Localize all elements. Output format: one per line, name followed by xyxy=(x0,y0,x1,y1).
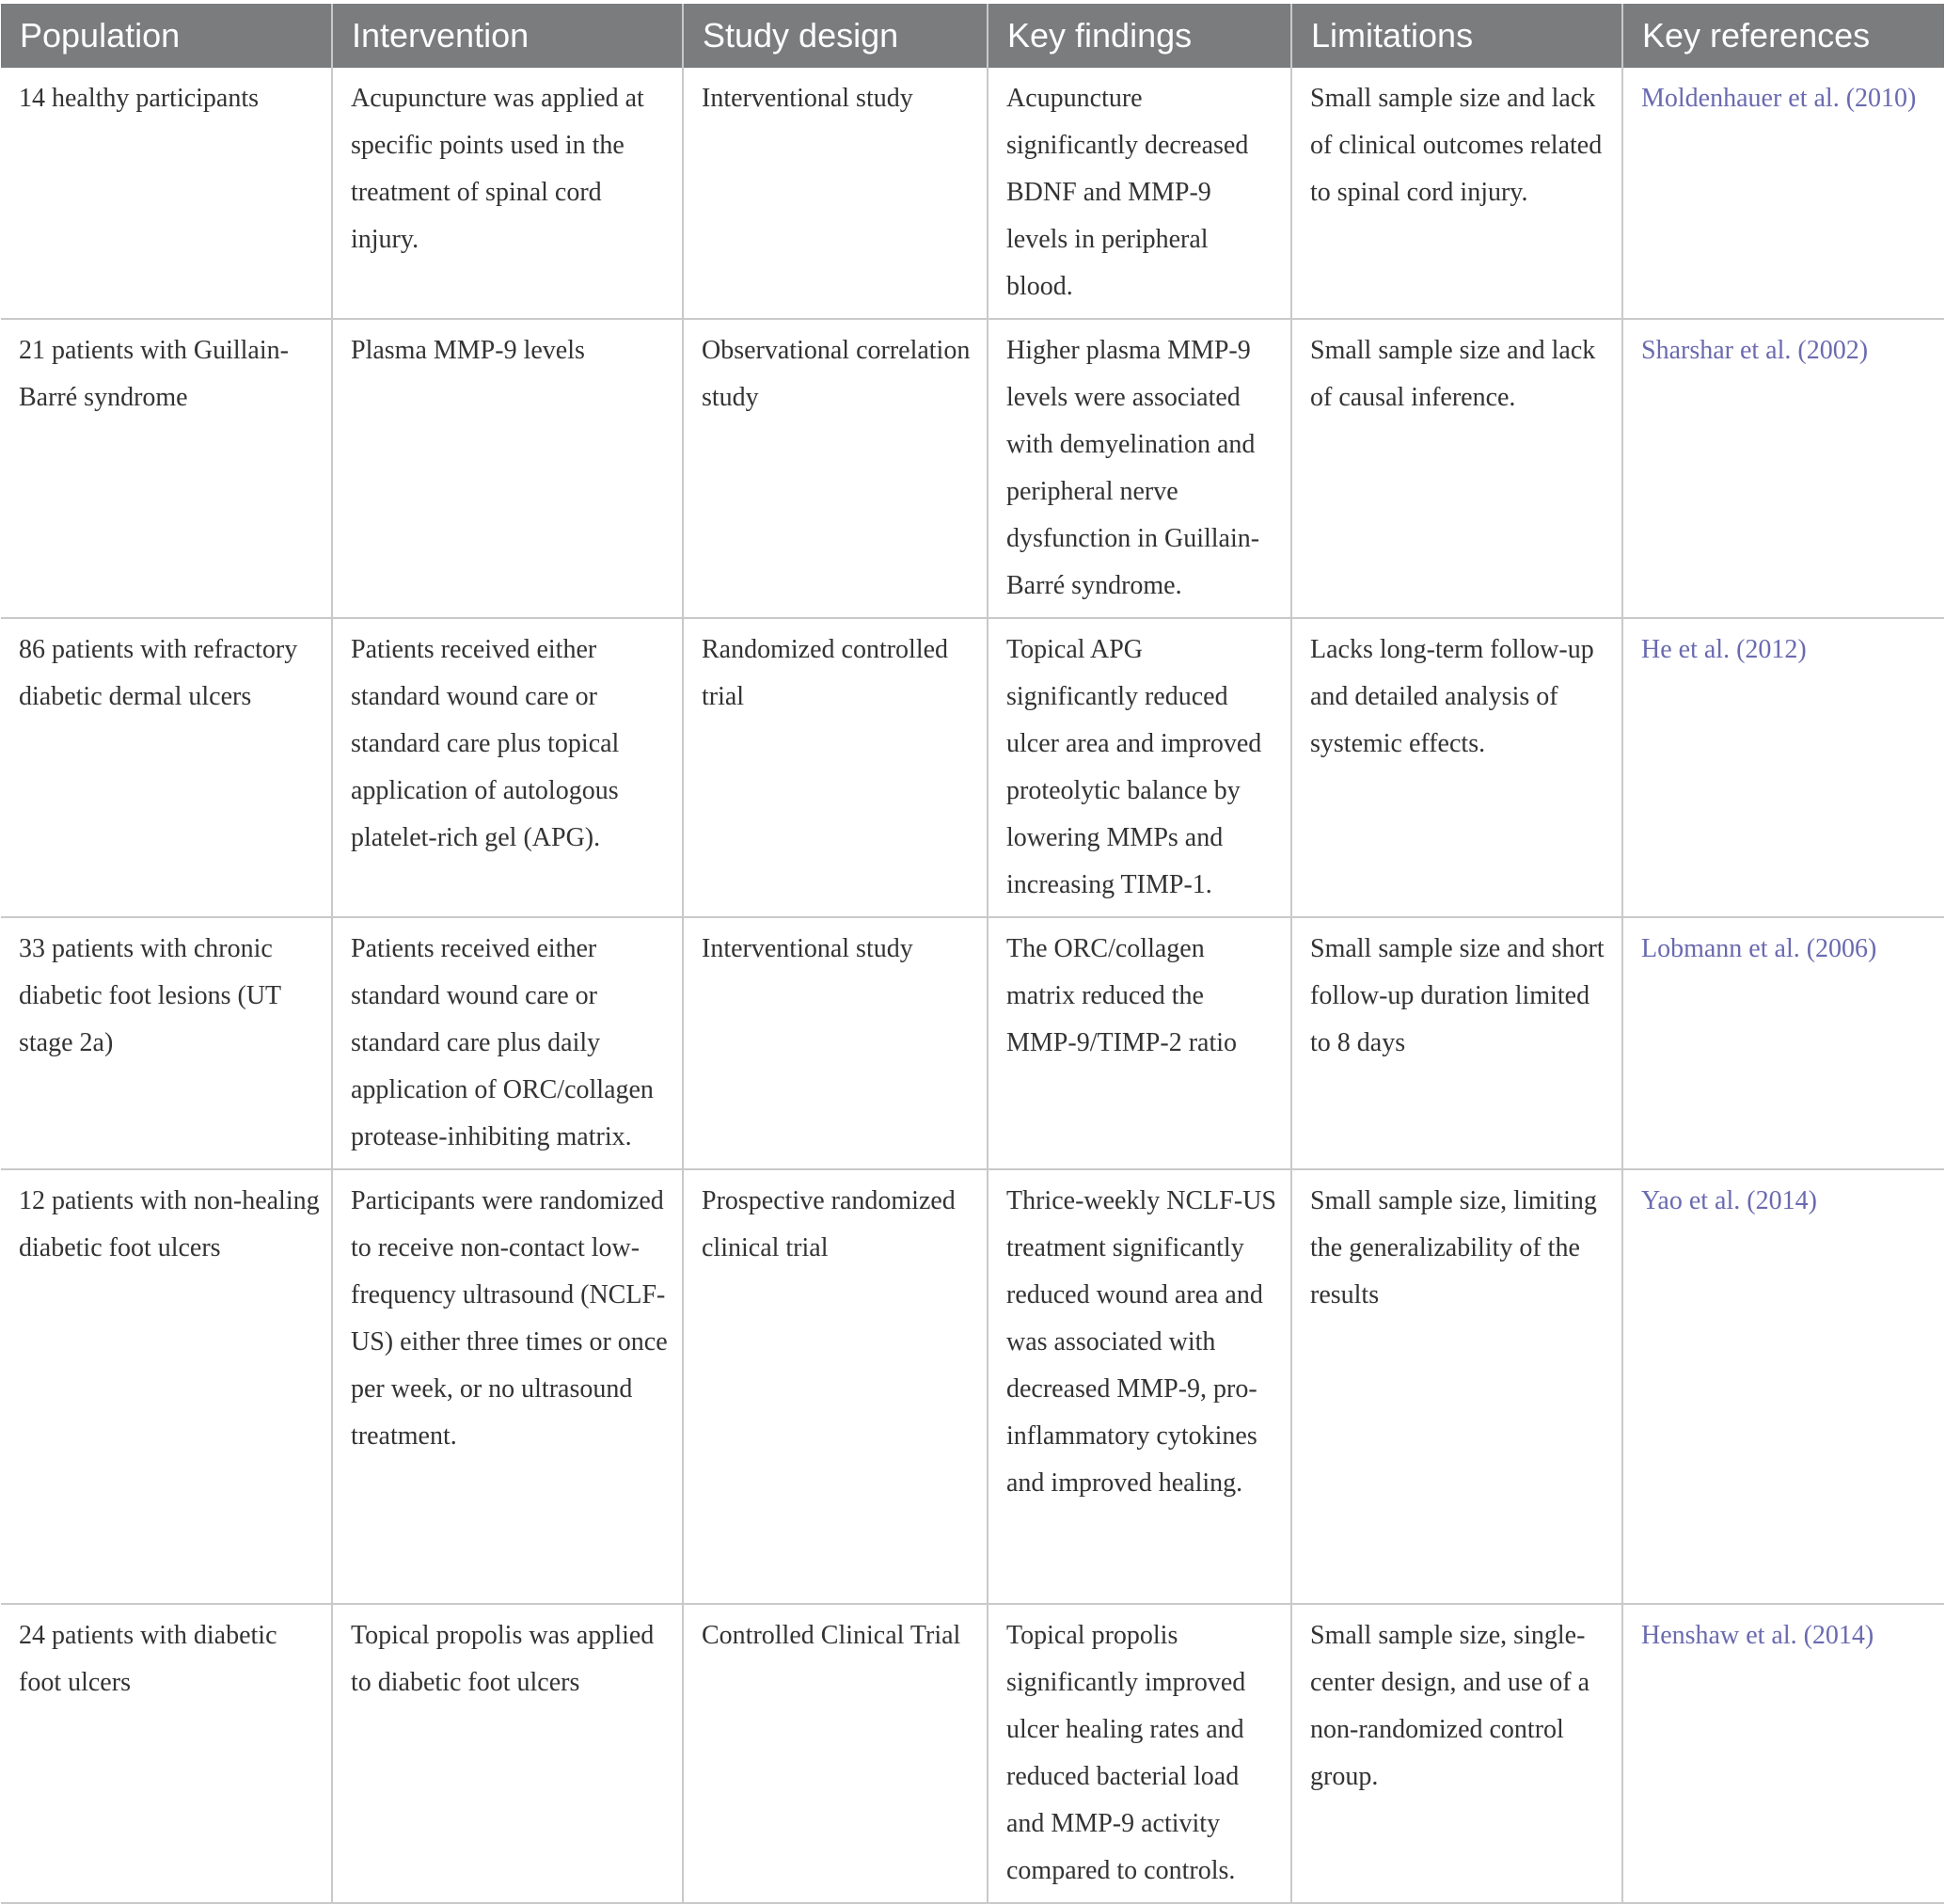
population-cell: 14 healthy participants xyxy=(1,68,332,319)
study-design-cell: Observational correlation study xyxy=(683,319,988,618)
header-intervention: Intervention xyxy=(332,4,683,68)
limitations-cell: Small sample size and lack of causal inference. xyxy=(1291,319,1622,618)
study-design-cell: Prospective randomized clinical trial xyxy=(683,1169,988,1604)
limitations-cell: Lacks long-term follow-up and detailed analysis of systemic effects. xyxy=(1291,618,1622,917)
population-cell: 21 patients with Guillain-Barré syndrome xyxy=(1,319,332,618)
reference-link[interactable]: Moldenhauer et al. (2010) xyxy=(1622,68,1944,319)
key-findings-cell: Thrice-weekly NCLF-US treatment significantly reduced wound area and was associated with decreased MMP-9, pro-inflammatory cytokines and improved healing. xyxy=(988,1169,1291,1604)
table-row xyxy=(1,1169,1944,1604)
limitations-cell: Small sample size and short follow-up duration limited to 8 days xyxy=(1291,917,1622,1169)
table-row xyxy=(1,1604,1944,1903)
table-row xyxy=(1,618,1944,917)
header-key-references: Key references xyxy=(1622,4,1944,68)
reference-link[interactable]: Yao et al. (2014) xyxy=(1622,1169,1944,1604)
key-findings-cell: Acupuncture significantly decreased BDNF and MMP-9 levels in peripheral blood. xyxy=(988,68,1291,319)
limitations-cell: Small sample size, limiting the generalizability of the results xyxy=(1291,1169,1622,1604)
table-row xyxy=(1,917,1944,1169)
study-design-cell: Interventional study xyxy=(683,917,988,1169)
intervention-cell: Acupuncture was applied at specific points used in the treatment of spinal cord injury. xyxy=(332,68,683,319)
table-row xyxy=(1,68,1944,319)
population-cell: 86 patients with refractory diabetic dermal ulcers xyxy=(1,618,332,917)
header-limitations: Limitations xyxy=(1291,4,1622,68)
key-findings-cell: The ORC/collagen matrix reduced the MMP-9/TIMP-2 ratio xyxy=(988,917,1291,1169)
header-row xyxy=(1,4,1944,68)
reference-link[interactable]: Henshaw et al. (2014) xyxy=(1622,1604,1944,1903)
population-cell: 12 patients with non-healing diabetic foot ulcers xyxy=(1,1169,332,1604)
intervention-cell: Patients received either standard wound care or standard care plus topical application of autologous platelet-rich gel (APG). xyxy=(332,618,683,917)
population-cell: 24 patients with diabetic foot ulcers xyxy=(1,1604,332,1903)
limitations-cell: Small sample size and lack of clinical outcomes related to spinal cord injury. xyxy=(1291,68,1622,319)
table-row xyxy=(1,319,1944,618)
intervention-cell: Participants were randomized to receive non-contact low-frequency ultrasound (NCLF-US) either three times or once per week, or no ultrasound treatment. xyxy=(332,1169,683,1604)
intervention-cell: Plasma MMP-9 levels xyxy=(332,319,683,618)
reference-link[interactable]: He et al. (2012) xyxy=(1622,618,1944,917)
intervention-cell: Patients received either standard wound care or standard care plus daily application of ORC/collagen protease-inhibiting matrix. xyxy=(332,917,683,1169)
reference-link[interactable]: Lobmann et al. (2006) xyxy=(1622,917,1944,1169)
population-cell: 33 patients with chronic diabetic foot lesions (UT stage 2a) xyxy=(1,917,332,1169)
header-study-design: Study design xyxy=(683,4,988,68)
study-design-cell: Interventional study xyxy=(683,68,988,319)
study-design-cell: Randomized controlled trial xyxy=(683,618,988,917)
key-findings-cell: Topical propolis significantly improved ulcer healing rates and reduced bacterial load and MMP-9 activity compared to controls. xyxy=(988,1604,1291,1903)
studies-table xyxy=(1,4,1944,1904)
header-key-findings: Key findings xyxy=(988,4,1291,68)
limitations-cell: Small sample size, single-center design, and use of a non-randomized control group. xyxy=(1291,1604,1622,1903)
study-design-cell: Controlled Clinical Trial xyxy=(683,1604,988,1903)
key-findings-cell: Higher plasma MMP-9 levels were associated with demyelination and peripheral nerve dysfunction in Guillain-Barré syndrome. xyxy=(988,319,1291,618)
key-findings-cell: Topical APG significantly reduced ulcer area and improved proteolytic balance by lowering MMPs and increasing TIMP-1. xyxy=(988,618,1291,917)
header-population: Population xyxy=(1,4,332,68)
intervention-cell: Topical propolis was applied to diabetic foot ulcers xyxy=(332,1604,683,1903)
reference-link[interactable]: Sharshar et al. (2002) xyxy=(1622,319,1944,618)
